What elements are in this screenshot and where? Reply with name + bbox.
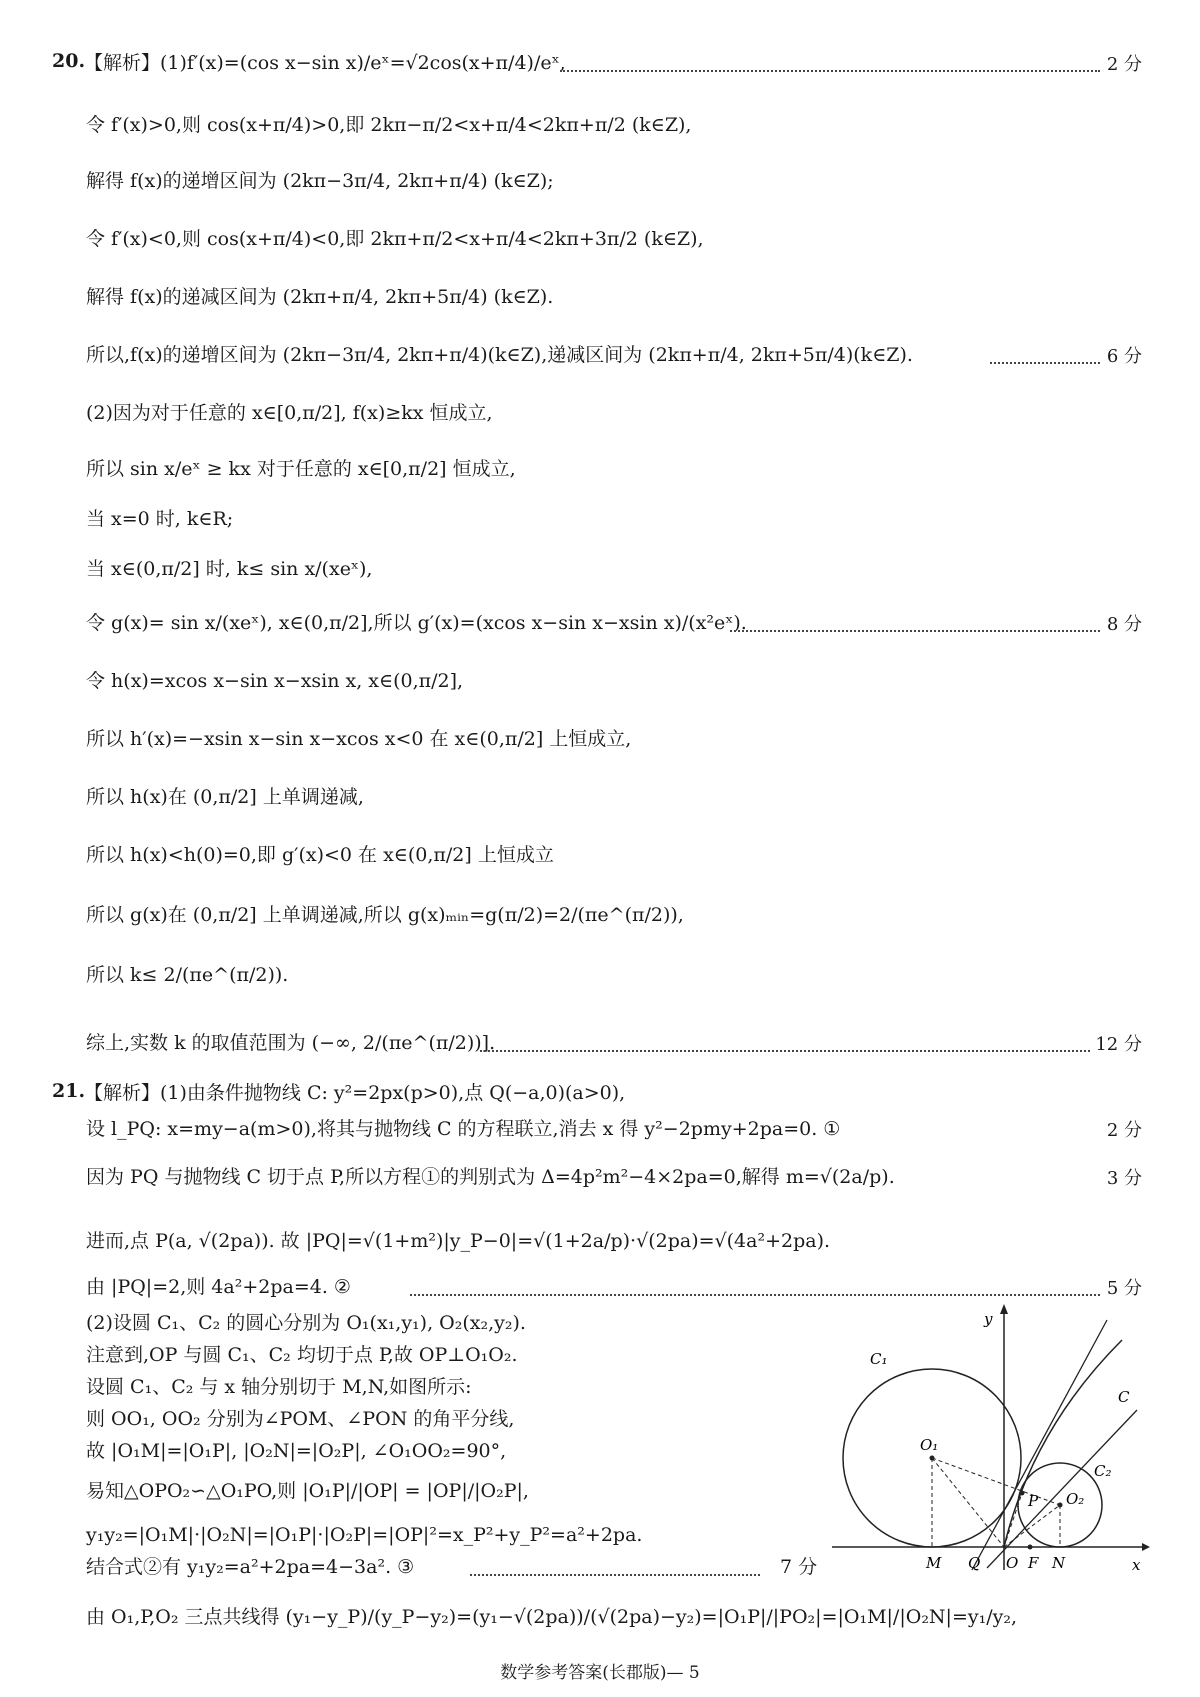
p20-line-5: 解得 f(x)的递减区间为 (2kπ+π/4, 2kπ+5π/4) (k∈Z). xyxy=(86,286,554,308)
p21-line-4: 进而,点 P(a, √(2pa)). 故 |PQ|=√(1+m²)|y_P−0|=√(1+2a/p)·√(2pa)=√(4a²+2pa). xyxy=(86,1230,831,1252)
label-o: O xyxy=(1006,1554,1019,1572)
p21-score-2: 2 分 xyxy=(1106,1120,1142,1141)
page-footer: 数学参考答案(长郡版)— 5 xyxy=(500,1663,700,1683)
p20-line-3: 解得 f(x)的递增区间为 (2kπ−3π/4, 2kπ+π/4) (k∈Z); xyxy=(86,170,554,192)
p21-score-13: 7 分 xyxy=(780,1556,818,1578)
p20-line-18: 综上,实数 k 的取值范围为 (−∞, 2/(πe^(π/2))]. xyxy=(86,1032,496,1054)
label-f: F xyxy=(1028,1554,1039,1572)
point-p xyxy=(1020,1491,1025,1496)
p20-line-6: 所以,f(x)的递增区间为 (2kπ−3π/4, 2kπ+π/4)(k∈Z),递减区间为 (2kπ+π/4, 2kπ+5π/4)(k∈Z). xyxy=(86,344,913,366)
label-c1: C₁ xyxy=(870,1350,888,1368)
leader-dots xyxy=(990,362,1100,364)
p20-line-14: 所以 h(x)在 (0,π/2] 上单调递减, xyxy=(86,786,364,808)
p20-line-13: 所以 h′(x)=−xsin x−sin x−xcos x<0 在 x∈(0,π/2] 上恒成立, xyxy=(86,728,632,750)
p20-score-1: 2 分 xyxy=(1106,54,1142,75)
tangent-line xyxy=(987,1410,1137,1568)
p20-score-11: 8 分 xyxy=(1106,614,1142,635)
point-f xyxy=(1028,1545,1033,1550)
label-y: y xyxy=(984,1310,993,1328)
y-axis-arrow xyxy=(1000,1304,1008,1314)
p21-line-10: 故 |O₁M|=|O₁P|, |O₂N|=|O₂P|, ∠O₁OO₂=90°, xyxy=(86,1440,507,1462)
point-o2 xyxy=(1058,1503,1063,1508)
label-p: P xyxy=(1028,1492,1039,1510)
problem-21-number: 21. xyxy=(52,1080,86,1102)
p21-score-3: 3 分 xyxy=(1106,1168,1142,1189)
point-o1 xyxy=(930,1456,935,1461)
label-o2: O₂ xyxy=(1066,1490,1085,1508)
leader-dots xyxy=(480,1050,1090,1052)
op-dashed xyxy=(1004,1493,1022,1547)
p21-line-2: 设 l_PQ: x=my−a(m>0),将其与抛物线 C 的方程联立,消去 x 得 y²−2pmy+2pa=0. ① xyxy=(86,1118,841,1140)
label-x: x xyxy=(1132,1556,1141,1574)
p20-line-4: 令 f′(x)<0,则 cos(x+π/4)<0,即 2kπ+π/2<x+π/4<2kπ+3π/2 (k∈Z), xyxy=(86,228,704,250)
p21-line-11: 易知△OPO₂∽△O₁PO,则 |O₁P|/|OP| = |OP|/|O₂P|, xyxy=(86,1480,529,1502)
p20-score-6: 6 分 xyxy=(1106,346,1142,367)
p20-line-9: 当 x=0 时, k∈R; xyxy=(86,508,234,530)
p21-line-13: 结合式②有 y₁y₂=a²+2pa=4−3a². ③ xyxy=(86,1556,415,1578)
label-o1: O₁ xyxy=(920,1436,939,1454)
leader-dots xyxy=(730,630,1100,632)
p20-line-1: 【解析】(1)f′(x)=(cos x−sin x)/eˣ=√2cos(x+π/4)/eˣ, xyxy=(84,52,566,74)
p21-line-8: 设圆 C₁、C₂ 与 x 轴分别切于 M,N,如图所示: xyxy=(86,1376,472,1398)
p21-line-6: (2)设圆 C₁、C₂ 的圆心分别为 O₁(x₁,y₁), O₂(x₂,y₂). xyxy=(86,1312,526,1334)
p20-line-10: 当 x∈(0,π/2] 时, k≤ sin x/(xeˣ), xyxy=(86,558,373,580)
p21-score-5: 5 分 xyxy=(1106,1278,1142,1299)
leader-dots xyxy=(410,1294,1100,1296)
p21-line-12: y₁y₂=|O₁M|·|O₂N|=|O₁P|·|O₂P|=|OP|²=x_P²+y_P²=a²+2pa. xyxy=(86,1524,643,1546)
p21-line-9: 则 OO₁, OO₂ 分别为∠POM、∠PON 的角平分线, xyxy=(86,1408,515,1430)
p20-line-11: 令 g(x)= sin x/(xeˣ), x∈(0,π/2],所以 g′(x)=(xcos x−sin x−xsin x)/(x²eˣ). xyxy=(86,612,747,634)
tangent-line-pq xyxy=(972,1320,1107,1570)
label-c: C xyxy=(1118,1388,1130,1406)
p20-line-2: 令 f′(x)>0,则 cos(x+π/4)>0,即 2kπ−π/2<x+π/4<2kπ+π/2 (k∈Z), xyxy=(86,114,692,136)
p21-line-7: 注意到,OP 与圆 C₁、C₂ 均切于点 P,故 OP⊥O₁O₂. xyxy=(86,1344,518,1366)
p20-line-16: 所以 g(x)在 (0,π/2] 上单调递减,所以 g(x)ₘᵢₙ=g(π/2)=2/(πe^(π/2)), xyxy=(86,904,684,926)
p20-line-17: 所以 k≤ 2/(πe^(π/2)). xyxy=(86,964,289,986)
problem-20-number: 20. xyxy=(52,50,86,72)
leader-dots xyxy=(560,70,1100,72)
p20-line-8: 所以 sin x/eˣ ≥ kx 对于任意的 x∈[0,π/2] 恒成立, xyxy=(86,458,516,480)
p21-line-5: 由 |PQ|=2,则 4a²+2pa=4. ② xyxy=(86,1276,351,1298)
tangent-circles-figure xyxy=(832,1300,1152,1580)
p21-line-14: 由 O₁,P,O₂ 三点共线得 (y₁−y_P)/(y_P−y₂)=(y₁−√(2pa))/(√(2pa)−y₂)=|O₁P|/|PO₂|=|O₁M|/|O₂N|=y₁/y₂, xyxy=(86,1606,1018,1628)
label-m: M xyxy=(926,1554,942,1572)
p20-score-18: 12 分 xyxy=(1095,1034,1142,1055)
p20-line-7: (2)因为对于任意的 x∈[0,π/2], f(x)≥kx 恒成立, xyxy=(86,402,493,424)
label-q: Q xyxy=(968,1554,981,1572)
p21-line-1: 【解析】(1)由条件抛物线 C: y²=2px(p>0),点 Q(−a,0)(a>0), xyxy=(84,1082,626,1104)
label-c2: C₂ xyxy=(1094,1462,1112,1480)
p20-line-15: 所以 h(x)<h(0)=0,即 g′(x)<0 在 x∈(0,π/2] 上恒成立 xyxy=(86,844,554,866)
p20-line-12: 令 h(x)=xcos x−sin x−xsin x, x∈(0,π/2], xyxy=(86,670,464,692)
leader-dots xyxy=(470,1574,760,1576)
p21-line-3: 因为 PQ 与抛物线 C 切于点 P,所以方程①的判别式为 Δ=4p²m²−4×2pa=0,解得 m=√(2a/p). xyxy=(86,1166,895,1188)
x-axis-arrow xyxy=(1142,1543,1150,1551)
oo2-dashed xyxy=(1004,1505,1060,1547)
label-n: N xyxy=(1052,1554,1066,1572)
